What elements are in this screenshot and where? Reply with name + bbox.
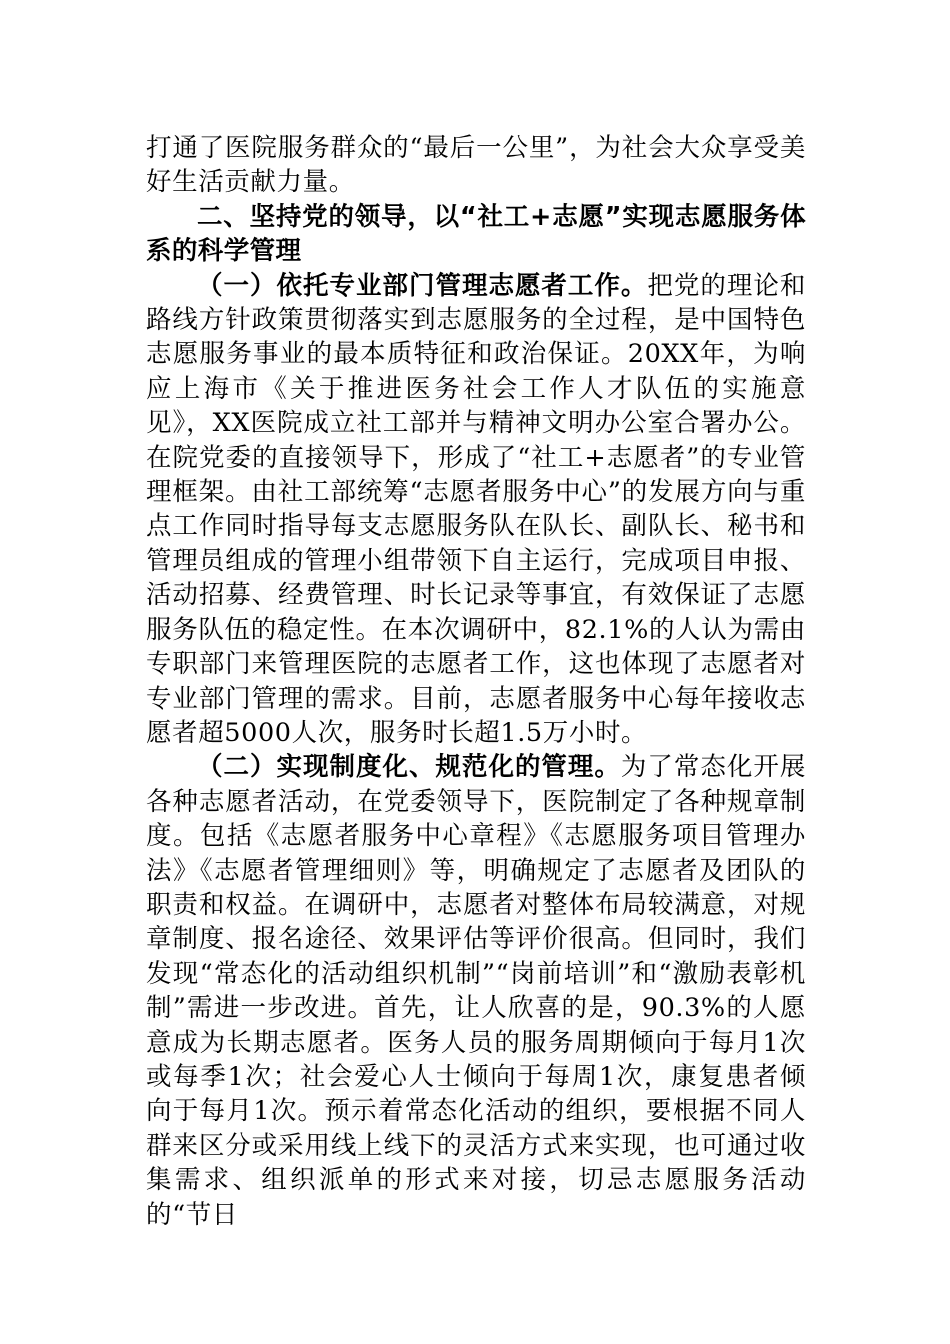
subsection-1-body: 把党的理论和路线方针政策贯彻落实到志愿服务的全过程，是中国特色志愿服务事业的最本质特征和政治保证。20XX年，为响应上海市《关于推进医务社会工作人才队伍的实施意见》，XX医院成立社工部并与精神文明办公室合署办公。在院党委的直接领导下，形成了“社工+志愿者”的专业管理框架。由社工部统筹“志愿者服务中心”的发展方向与重点工作同时指导每支志愿服务队在队长、副队长、秘书和管理员组成的管理小组带领下自主运行，完成项目申报、活动招募、经费管理、时长记录等事宜，有效保证了志愿服务队伍的稳定性。在本次调研中，82.1%的人认为需由专职部门来管理医院的志愿者工作，这也体现了志愿者对专业部门管理的需求。目前，志愿者服务中心每年接收志愿者超5000人次，服务时长超1.5万小时。 <box>146 270 806 748</box>
document-page <box>146 131 806 1232</box>
intro-paragraph: 打通了医院服务群众的“最后一公里”，为社会大众享受美好生活贡献力量。 <box>146 133 806 198</box>
subsection-2-lead: （二）实现制度化、规范化的管理。 <box>197 752 621 783</box>
section-heading: 二、坚持党的领导，以“社工+志愿”实现志愿服务体系的科学管理 <box>146 201 806 267</box>
subsection-2-body: 为了常态化开展各种志愿者活动，在党委领导下，医院制定了各种规章制度。包括《志愿者服务中心章程》《志愿服务项目管理办法》《志愿者管理细则》等，明确规定了志愿者及团队的职责和权益。在调研中，志愿者对整体布局较满意，对规章制度、报名途径、效果评估等评价很高。但同时，我们发现“常态化的活动组织机制”“岗前培训”和“激励表彰机制”需进一步改进。首先，让人欣喜的是，90.3%的人愿意成为长期志愿者。医务人员的服务周期倾向于每月1次或每季1次；社会爱心人士倾向于每周1次，康复患者倾向于每月1次。预示着常态化活动的组织，要根据不同人群来区分或采用线上线下的灵活方式来实现，也可通过收集需求、组织派单的形式来对接，切忌志愿服务活动的“节日 <box>146 752 806 1230</box>
subsection-1-lead: （一）依托专业部门管理志愿者工作。 <box>197 270 648 301</box>
subsection-2-paragraph <box>146 750 806 1232</box>
subsection-1-paragraph <box>146 269 806 751</box>
